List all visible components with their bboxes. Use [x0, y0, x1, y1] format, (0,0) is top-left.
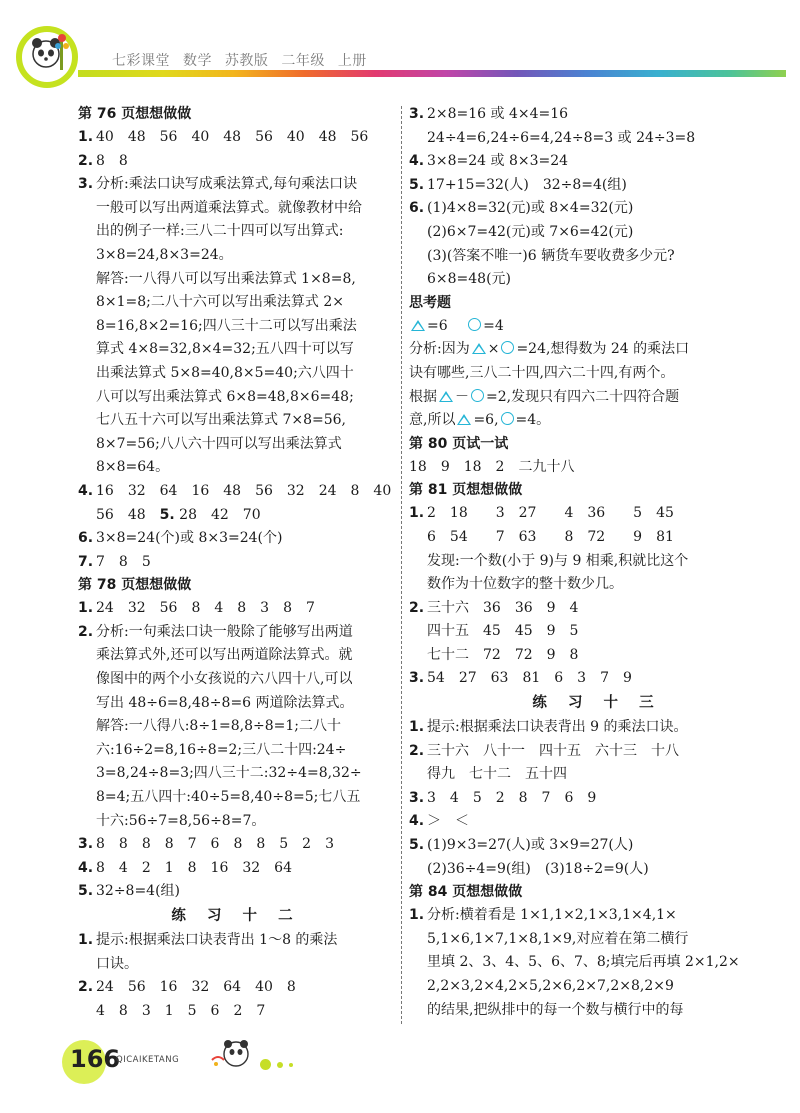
answer-line: 像图中的两个小女孩说的六八四十八,可以	[96, 671, 353, 688]
answer-line: 8×1=8;二八十六可以写出乘法算式 2×	[96, 294, 344, 311]
edition: 苏教版	[224, 53, 269, 69]
answer-line: 4. ＞ ＜	[409, 813, 469, 830]
answer-line: 4. 3×8=24 或 8×3=24	[409, 153, 569, 170]
decorative-dots	[260, 1054, 299, 1073]
panda-mascot-icon	[208, 1030, 256, 1070]
answer-line: 6 54 7 63 8 72 9 81	[427, 528, 674, 545]
answer-line: 8=16,8×2=16;四八三十二可以写出乘法	[96, 317, 357, 334]
answer-line: 5. (1)9×3=27(人)或 3×9=27(人)	[409, 837, 634, 854]
answer-line: 3×8=24,8×3=24。	[96, 246, 233, 263]
answer-line: 口诀。	[96, 955, 138, 972]
rainbow-header-bar	[78, 70, 786, 77]
circle-icon	[501, 341, 514, 354]
answer-line: 写出 48÷6=8,48÷8=6 两道除法算式。	[96, 694, 354, 711]
answer-line: 八可以写出乘法算式 6×8=48,8×6=48;	[96, 388, 354, 405]
answer-line: 解答:一八得八:8÷1=8,8÷8=1;二八十	[96, 718, 341, 735]
answer-line: 1. 2 18 3 27 4 36 5 45	[409, 505, 674, 522]
answer-line: 意,所以 =6, =4。	[409, 412, 551, 429]
answer-line: 1. 提示:根据乘法口诀表背出 1～8 的乘法	[78, 932, 338, 948]
triangle-icon	[472, 343, 486, 354]
answer-line: 6. (1)4×8=32(元)或 8×4=32(元)	[409, 200, 634, 217]
answer-line: (2)6×7=42(元)或 7×6=42(元)	[427, 223, 634, 240]
left-column	[78, 103, 394, 1023]
answer-line: 4. 16 32 64 16 48 56 32 24 8 40	[78, 482, 392, 499]
answer-line: 乘法算式外,还可以写出两道除法算式。就	[96, 647, 353, 664]
exercise-title: 练 习 十 三	[532, 695, 662, 712]
exercise-title: 练 习 十 二	[171, 908, 301, 924]
header-title	[112, 50, 375, 70]
answer-line: 5. 32÷8=4(组)	[78, 883, 181, 900]
right-column	[409, 103, 785, 1022]
column-divider	[401, 106, 402, 1024]
answer-line: 2. 分析:一句乘法口诀一般除了能够写出两道	[78, 623, 353, 640]
answer-line: 1. 40 48 56 40 48 56 40 48 56	[78, 129, 369, 145]
answer-line: 出的例子一样:三八二十四可以写出算式:	[96, 223, 344, 240]
answer-line: 根据 － =2,发现只有四六二十四符合题	[409, 388, 680, 405]
answer-line: 3. 分析:乘法口诀写成乘法算式,每句乘法口诀	[78, 176, 358, 193]
answer-line: 出乘法算式 5×8=40,8×5=40;六八四十	[96, 364, 354, 381]
answer-line: 24÷4=6,24÷6=4,24÷8=3 或 24÷3=8	[427, 129, 696, 146]
answer-line: (2)36÷4=9(组) (3)18÷2=9(人)	[427, 860, 649, 877]
section-title: 第 78 页想想做做	[78, 577, 192, 594]
answer-line: 1. 24 32 56 8 4 8 3 8 7	[78, 600, 315, 617]
answer-line: 得九 七十二 五十四	[427, 766, 567, 783]
answer-line: 4. 8 4 2 1 8 16 32 64	[78, 859, 292, 876]
answer-line: 四十五 45 45 9 5	[427, 623, 579, 640]
section-title: 第 84 页想想做做	[409, 884, 523, 901]
panda-mascot-icon	[26, 32, 72, 76]
answer-line: 3. 8 8 8 8 7 6 8 8 5 2 3	[78, 836, 334, 853]
answer-line: 1. 分析:横着看是 1×1,1×2,1×3,1×4,1×	[409, 907, 677, 924]
answer-line: 6×8=48(元)	[427, 271, 512, 288]
answer-line: 18 9 18 2 二九十八	[409, 458, 575, 475]
answer-line: 七十二 72 72 9 8	[427, 646, 579, 663]
answer-line: 8=4;五八四十:40÷5=8,40÷8=5;七八五	[96, 789, 361, 806]
answer-line: 1. 提示:根据乘法口诀表背出 9 的乘法口诀。	[409, 719, 688, 736]
answer-line: 6. 3×8=24(个)或 8×3=24(个)	[78, 530, 283, 547]
answer-line: 一般可以写出两道乘法算式。就像教材中给	[96, 199, 362, 216]
subject: 数学	[182, 53, 212, 69]
answer-line: 里填 2、3、4、5、6、7、8;填完后再填 2×1,2×	[427, 954, 740, 971]
circle-icon	[471, 389, 484, 402]
answer-line: 3. 3 4 5 2 8 7 6 9	[409, 789, 597, 806]
answer-line: 56 48 5. 28 42 70	[96, 506, 261, 523]
answer-line: 8×7=56;八八六十四可以写出乘法算式	[96, 435, 342, 452]
answer-line: 7. 7 8 5	[78, 553, 151, 570]
answer-line: 解答:一八得八可以写出乘法算式 1×8=8,	[96, 270, 356, 287]
answer-line: 算式 4×8=32,8×4=32;五八四十可以写	[96, 341, 354, 358]
answer-line: 十六:56÷7=8,56÷8=7。	[96, 812, 266, 829]
answer-line: 数作为十位数字的整十数少几。	[427, 576, 623, 593]
circle-icon	[468, 318, 481, 331]
answer-line: 2. 8 8	[78, 152, 128, 169]
answer-line: 2. 三十六 八十一 四十五 六十三 十八	[409, 742, 679, 759]
section-title: 第 80 页试一试	[409, 435, 509, 452]
section-title: 第 81 页想想做做	[409, 482, 523, 499]
answer-line: 5. 17+15=32(人) 32÷8=4(组)	[409, 176, 627, 193]
answer-line: 发现:一个数(小于 9)与 9 相乘,积就比这个	[427, 552, 689, 569]
answer-line: 8×8=64。	[96, 459, 170, 476]
answer-line: 5,1×6,1×7,1×8,1×9,对应着在第二横行	[427, 930, 689, 947]
page-number: 166	[70, 1045, 121, 1073]
answer-line: (3)(答案不唯一)6 辆货车要收费多少元?	[427, 247, 675, 264]
answer-line: 的结果,把纵排中的每一个数与横行中的每	[427, 1001, 684, 1018]
answer-line: 3. 2×8=16 或 4×4=16	[409, 106, 569, 122]
triangle-icon	[439, 391, 453, 402]
section-title: 思考题	[409, 294, 451, 311]
triangle-icon	[411, 320, 425, 331]
circle-icon	[501, 412, 514, 425]
answer-line: =6 =4	[409, 315, 785, 339]
answer-line: 2. 24 56 16 32 64 40 8	[78, 979, 296, 996]
answer-line: 3. 54 27 63 81 6 3 7 9	[409, 670, 632, 687]
series-name: 七彩课堂	[112, 53, 170, 69]
answer-line: 六:16÷2=8,16÷8=2;三八二十四:24÷	[96, 741, 347, 758]
answer-line: 4 8 3 1 5 6 2 7	[96, 1002, 266, 1019]
answer-line: 2. 三十六 36 36 9 4	[409, 599, 579, 616]
triangle-icon	[457, 414, 471, 425]
answer-line: 3=8,24÷8=3;四八三十二:32÷4=8,32÷	[96, 765, 362, 782]
grade: 二年级	[281, 53, 325, 69]
answer-line: 七八五十六可以写出乘法算式 7×8=56,	[96, 412, 346, 429]
answer-line: 分析:因为 × =24,想得数为 24 的乘法口	[409, 341, 690, 358]
answer-line: 诀有哪些,三八二十四,四六二十四,有两个。	[409, 364, 675, 381]
section-title: 第 76 页想想做做	[78, 106, 192, 122]
volume: 上册	[337, 53, 367, 69]
brand-text: QICAIKETANG	[116, 1055, 180, 1065]
answer-line: 2,2×3,2×4,2×5,2×6,2×7,2×8,2×9	[427, 978, 674, 994]
